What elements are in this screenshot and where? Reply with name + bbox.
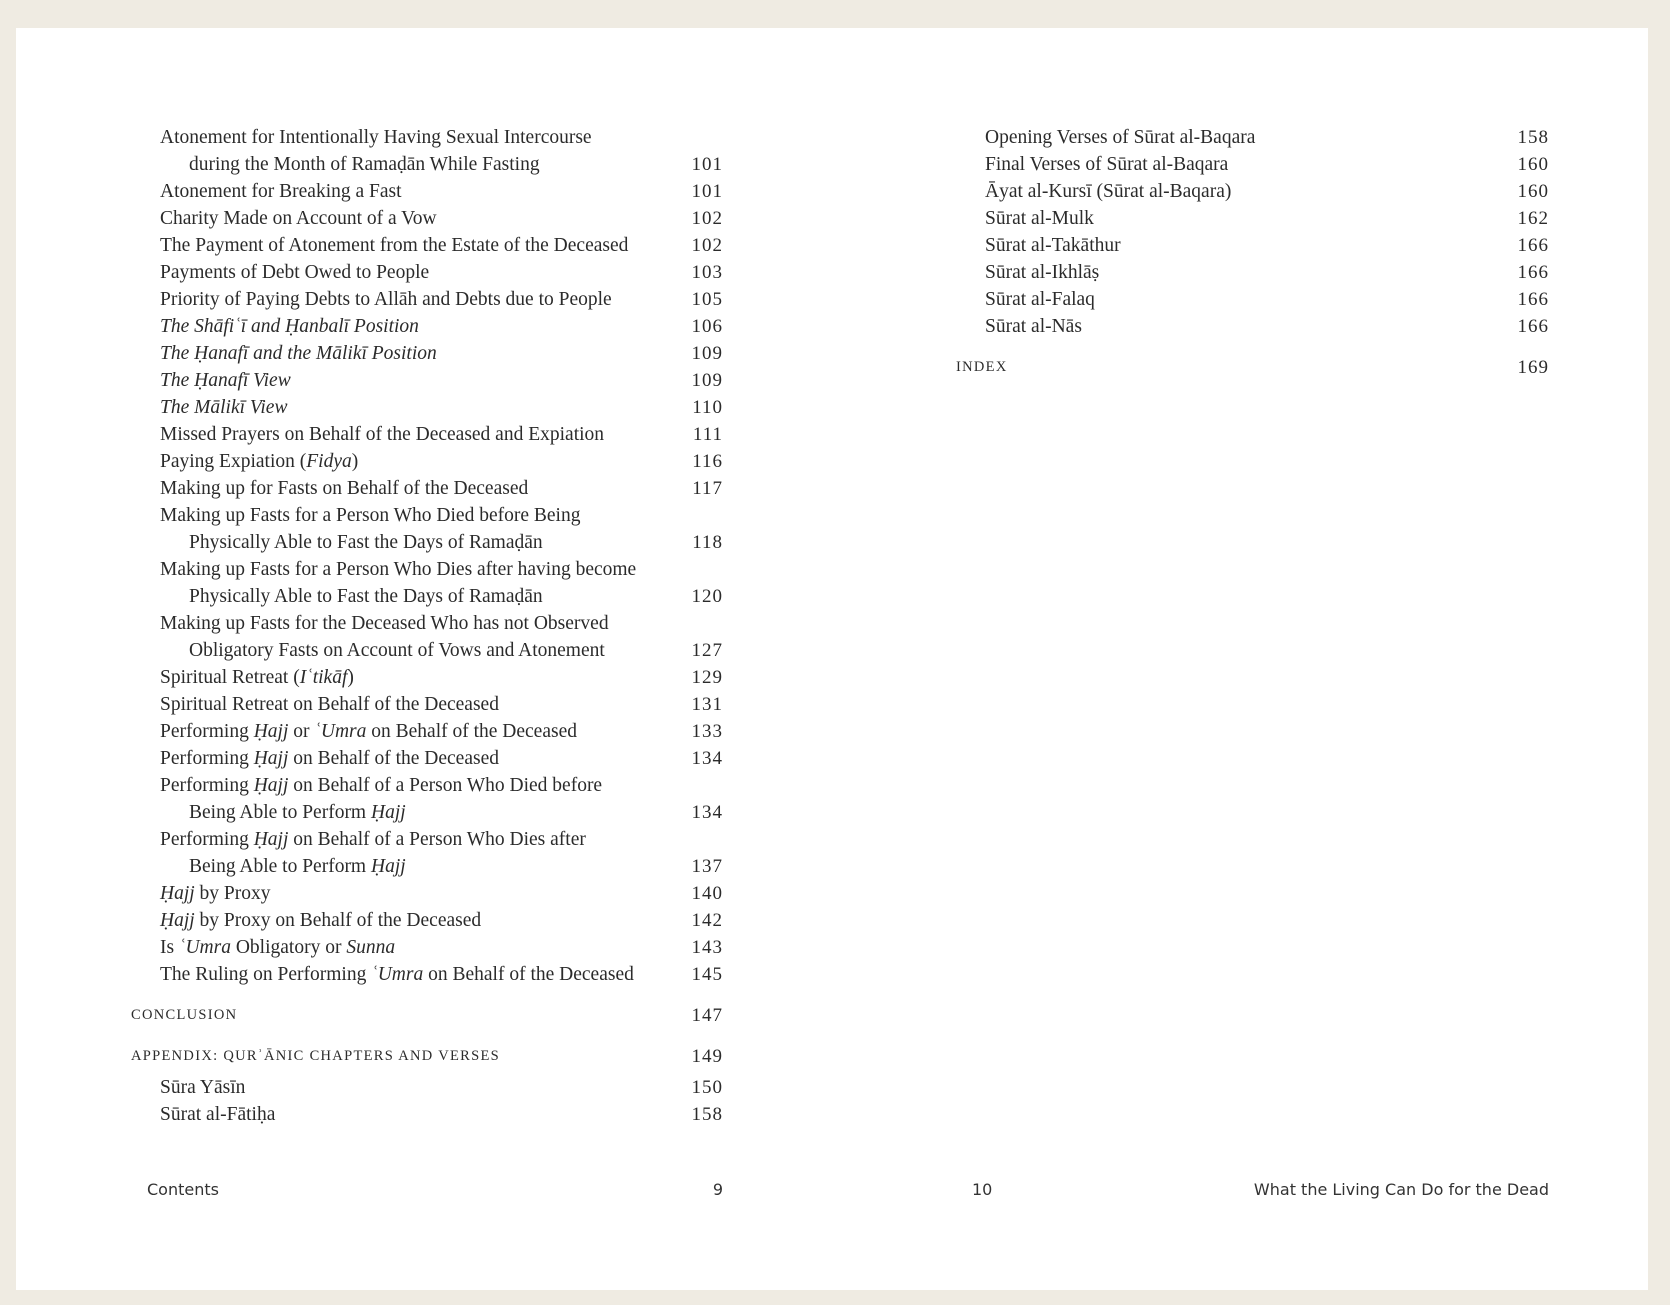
toc-page-number: 134 (691, 748, 723, 769)
title-fragment: Sūra Yāsīn (160, 1077, 246, 1098)
running-head: What the Living Can Do for the Dead (1253, 1180, 1549, 1199)
toc-page-number: 140 (691, 883, 723, 904)
toc-entry-title (160, 745, 692, 772)
title-fragment: Charity Made on Account of a Vow (160, 208, 437, 229)
toc-section-heading (956, 354, 1549, 381)
title-fragment: Making up Fasts for a Person Who Dies after having become (160, 559, 637, 580)
title-fragment: Sūrat al-Mulk (985, 208, 1094, 229)
book-spread (16, 28, 1648, 1290)
toc-page-number: 133 (691, 721, 723, 742)
toc-entry-title (131, 1002, 692, 1029)
title-fragment: Making up for Fasts on Behalf of the Deceased (160, 478, 529, 499)
toc-page-number: 142 (691, 910, 723, 931)
title-fragment: Iʿtikāf (299, 667, 348, 688)
title-fragment: ) (347, 667, 354, 688)
toc-page-number: 127 (691, 640, 723, 661)
toc-page-number: 150 (691, 1077, 723, 1098)
toc-page-number: 145 (691, 964, 723, 985)
title-fragment: by Proxy (194, 883, 271, 904)
toc-entry (956, 286, 1549, 313)
toc-entry-continuation (160, 799, 680, 826)
title-fragment: on Behalf of the Deceased (423, 964, 634, 985)
toc-entry-title (160, 1101, 692, 1128)
toc-page-number: 143 (691, 937, 723, 958)
toc-entry-title (160, 826, 692, 880)
title-fragment: Final Verses of Sūrat al-Baqara (985, 154, 1229, 175)
title-fragment: Physically Able to Fast the Days of Ramaḍān (189, 586, 543, 607)
toc-entry (131, 826, 723, 880)
title-fragment: The Ḥanafī View (160, 370, 291, 391)
toc-entry (956, 124, 1549, 151)
title-fragment: Sunna (346, 937, 396, 958)
toc-page-number: 101 (691, 154, 723, 175)
title-fragment: Fidya (306, 451, 352, 472)
toc-entry-title (160, 421, 693, 448)
title-fragment: Being Able to Perform (189, 856, 371, 877)
toc-page-number: 162 (1517, 208, 1549, 229)
title-fragment: Ḥajj (253, 829, 289, 850)
toc-page-number: 149 (691, 1046, 723, 1067)
toc-page-number: 102 (691, 208, 723, 229)
toc-entry (131, 1074, 723, 1101)
toc-entry-title (985, 259, 1518, 286)
title-fragment: The Mālikī View (160, 397, 288, 418)
toc-entry (131, 1101, 723, 1128)
toc-entry-title (160, 448, 692, 475)
toc-entry-title (160, 286, 692, 313)
title-fragment: The Shāfiʿī and Ḥanbalī Position (160, 316, 419, 337)
toc-entry (131, 286, 723, 313)
toc-entry (956, 205, 1549, 232)
toc-page-number: 109 (691, 343, 723, 364)
toc-page-number: 131 (691, 694, 723, 715)
toc-page-number: 158 (1517, 127, 1549, 148)
toc-entry-title (985, 178, 1518, 205)
toc-entry-title (160, 1074, 692, 1101)
toc-entry (131, 259, 723, 286)
toc-entry-title (160, 232, 692, 259)
toc-page-number: 166 (1517, 289, 1549, 310)
toc-entry-title (160, 259, 692, 286)
toc-entry (131, 718, 723, 745)
toc-entry-title (160, 691, 692, 718)
title-fragment: or (288, 721, 315, 742)
title-fragment: during the Month of Ramaḍān While Fasting (189, 154, 540, 175)
toc-entry (131, 394, 723, 421)
toc-entry (131, 556, 723, 610)
title-fragment: ʿUmra (178, 937, 231, 958)
toc-entry (131, 610, 723, 664)
title-fragment: CONCLUSION (131, 1007, 238, 1023)
toc-page-number: 160 (1517, 154, 1549, 175)
toc-entry-title (160, 718, 692, 745)
toc-entry (131, 448, 723, 475)
toc-page-number: 166 (1517, 316, 1549, 337)
title-fragment: Atonement for Breaking a Fast (160, 181, 402, 202)
title-fragment: Sūrat al-Nās (985, 316, 1082, 337)
title-fragment: Performing (160, 775, 254, 796)
title-fragment: ʿUmra (314, 721, 367, 742)
title-fragment: Ḥajj (253, 775, 289, 796)
toc-entry-title (160, 772, 692, 826)
title-fragment: Ḥajj (370, 856, 406, 877)
toc-entry-title (160, 124, 692, 178)
toc-entry-continuation (160, 151, 680, 178)
toc-page-number: 101 (691, 181, 723, 202)
title-fragment: Priority of Paying Debts to Allāh and Debts due to People (160, 289, 612, 310)
toc-page-number: 102 (691, 235, 723, 256)
toc-page-number: 117 (692, 478, 723, 499)
title-fragment: ) (351, 451, 359, 472)
toc-page-number: 103 (691, 262, 723, 283)
title-fragment: on Behalf of a Person Who Died before (288, 775, 603, 796)
title-fragment: Making up Fasts for the Deceased Who has not Observed (160, 613, 609, 634)
title-fragment: Ḥajj (160, 883, 195, 904)
toc-entry (956, 232, 1549, 259)
title-fragment: The Ruling on Performing (160, 964, 372, 985)
toc-entry-title (985, 286, 1518, 313)
toc-entry (131, 367, 723, 394)
title-fragment: Paying Expiation ( (160, 451, 307, 472)
toc-page-number: 120 (691, 586, 723, 607)
title-fragment: Performing (160, 829, 254, 850)
toc-page-number: 109 (691, 370, 723, 391)
title-fragment: The Ḥanafī and the Mālikī Position (160, 343, 437, 364)
toc-entry-title (160, 205, 692, 232)
toc-entry-continuation (160, 637, 680, 664)
toc-page-number: 169 (1517, 357, 1549, 378)
title-fragment: Obligatory Fasts on Account of Vows and Atonement (189, 640, 605, 661)
toc-entry (131, 232, 723, 259)
right-page-footer (972, 1180, 1549, 1199)
toc-entry (956, 313, 1549, 340)
toc-entry (131, 664, 723, 691)
title-fragment: Obligatory or (230, 937, 347, 958)
left-page-toc (131, 124, 723, 1128)
toc-page-number: 158 (691, 1104, 723, 1125)
toc-page-number: 166 (1517, 235, 1549, 256)
title-fragment: Ḥajj (370, 802, 406, 823)
toc-entry-title (160, 961, 692, 988)
title-fragment: Sūrat al-Takāthur (985, 235, 1121, 256)
title-fragment: on Behalf of a Person Who Dies after (288, 829, 586, 850)
toc-entry (131, 313, 723, 340)
toc-entry (131, 502, 723, 556)
toc-entry (131, 340, 723, 367)
title-fragment: Payments of Debt Owed to People (160, 262, 430, 283)
toc-entry-continuation (160, 583, 680, 610)
toc-entry-title (956, 354, 1518, 381)
toc-entry (131, 745, 723, 772)
toc-entry (956, 178, 1549, 205)
toc-page-number: 106 (691, 316, 723, 337)
title-fragment: Performing (160, 748, 254, 769)
toc-entry-title (985, 205, 1518, 232)
toc-entry (956, 151, 1549, 178)
title-fragment: Ḥajj (253, 721, 289, 742)
toc-page-number: 118 (692, 532, 723, 553)
toc-entry-title (160, 907, 692, 934)
toc-entry (131, 772, 723, 826)
toc-entry (131, 475, 723, 502)
title-fragment: Opening Verses of Sūrat al-Baqara (985, 127, 1256, 148)
title-fragment: Missed Prayers on Behalf of the Deceased and Expiation (160, 424, 605, 445)
running-head: Contents (147, 1180, 219, 1199)
toc-entry (956, 259, 1549, 286)
page-folio: 9 (712, 1180, 723, 1199)
toc-entry-title (985, 313, 1518, 340)
title-fragment: on Behalf of the Deceased (288, 748, 499, 769)
toc-page-number: 105 (691, 289, 723, 310)
toc-entry (131, 691, 723, 718)
title-fragment: Physically Able to Fast the Days of Ramaḍān (189, 532, 543, 553)
title-fragment: Performing (160, 721, 254, 742)
right-page-toc (956, 124, 1549, 395)
toc-page-number: 111 (692, 424, 723, 445)
toc-entry-title (985, 151, 1518, 178)
title-fragment: Sūrat al-Ikhlāṣ (985, 262, 1100, 283)
toc-entry-title (985, 232, 1518, 259)
toc-entry (131, 421, 723, 448)
toc-entry-title (160, 664, 692, 691)
toc-entry-title (160, 178, 692, 205)
title-fragment: Atonement for Intentionally Having Sexual Intercourse (160, 127, 592, 148)
toc-page-number: 137 (691, 856, 723, 877)
toc-entry-title (985, 124, 1518, 151)
toc-entry (131, 961, 723, 988)
toc-entry-title (160, 367, 692, 394)
toc-entry-title (160, 556, 692, 610)
toc-page-number: 166 (1517, 262, 1549, 283)
title-fragment: Sūrat al-Fātiḥa (160, 1104, 276, 1125)
title-fragment: Being Able to Perform (189, 802, 371, 823)
title-fragment: Spiritual Retreat on Behalf of the Deceased (160, 694, 499, 715)
toc-page-number: 147 (691, 1005, 723, 1026)
toc-entry-title (131, 1043, 692, 1070)
toc-entry (131, 205, 723, 232)
title-fragment: INDEX (956, 359, 1008, 375)
toc-page-number: 160 (1517, 181, 1549, 202)
toc-entry (131, 124, 723, 178)
title-fragment: Ḥajj (253, 748, 289, 769)
toc-entry-title (160, 502, 692, 556)
title-fragment: on Behalf of the Deceased (366, 721, 577, 742)
toc-entry (131, 934, 723, 961)
left-page-footer (147, 1180, 723, 1199)
title-fragment: The Payment of Atonement from the Estate of the Deceased (160, 235, 629, 256)
title-fragment: Is (160, 937, 179, 958)
title-fragment: Making up Fasts for a Person Who Died before Being (160, 505, 581, 526)
title-fragment: APPENDIX: QURʾĀNIC CHAPTERS AND VERSES (131, 1048, 500, 1064)
toc-entry-title (160, 475, 692, 502)
toc-entry (131, 880, 723, 907)
title-fragment: Ḥajj (160, 910, 195, 931)
toc-section-heading (131, 1043, 723, 1070)
toc-entry-title (160, 394, 692, 421)
toc-entry-title (160, 880, 692, 907)
toc-entry-title (160, 934, 692, 961)
title-fragment: Sūrat al-Falaq (985, 289, 1095, 310)
toc-entry-title (160, 313, 692, 340)
toc-entry (131, 178, 723, 205)
toc-entry-title (160, 340, 692, 367)
toc-section-heading (131, 1002, 723, 1029)
title-fragment: Spiritual Retreat ( (160, 667, 300, 688)
toc-page-number: 134 (691, 802, 723, 823)
toc-entry-continuation (160, 529, 680, 556)
toc-entry-title (160, 610, 692, 664)
toc-entry-continuation (160, 853, 680, 880)
title-fragment: Āyat al-Kursī (Sūrat al-Baqara) (985, 181, 1232, 202)
toc-page-number: 116 (692, 451, 723, 472)
toc-page-number: 129 (691, 667, 723, 688)
toc-entry (131, 907, 723, 934)
toc-page-number: 110 (692, 397, 723, 418)
page-folio: 10 (972, 1180, 993, 1199)
title-fragment: ʿUmra (371, 964, 424, 985)
title-fragment: by Proxy on Behalf of the Deceased (194, 910, 482, 931)
